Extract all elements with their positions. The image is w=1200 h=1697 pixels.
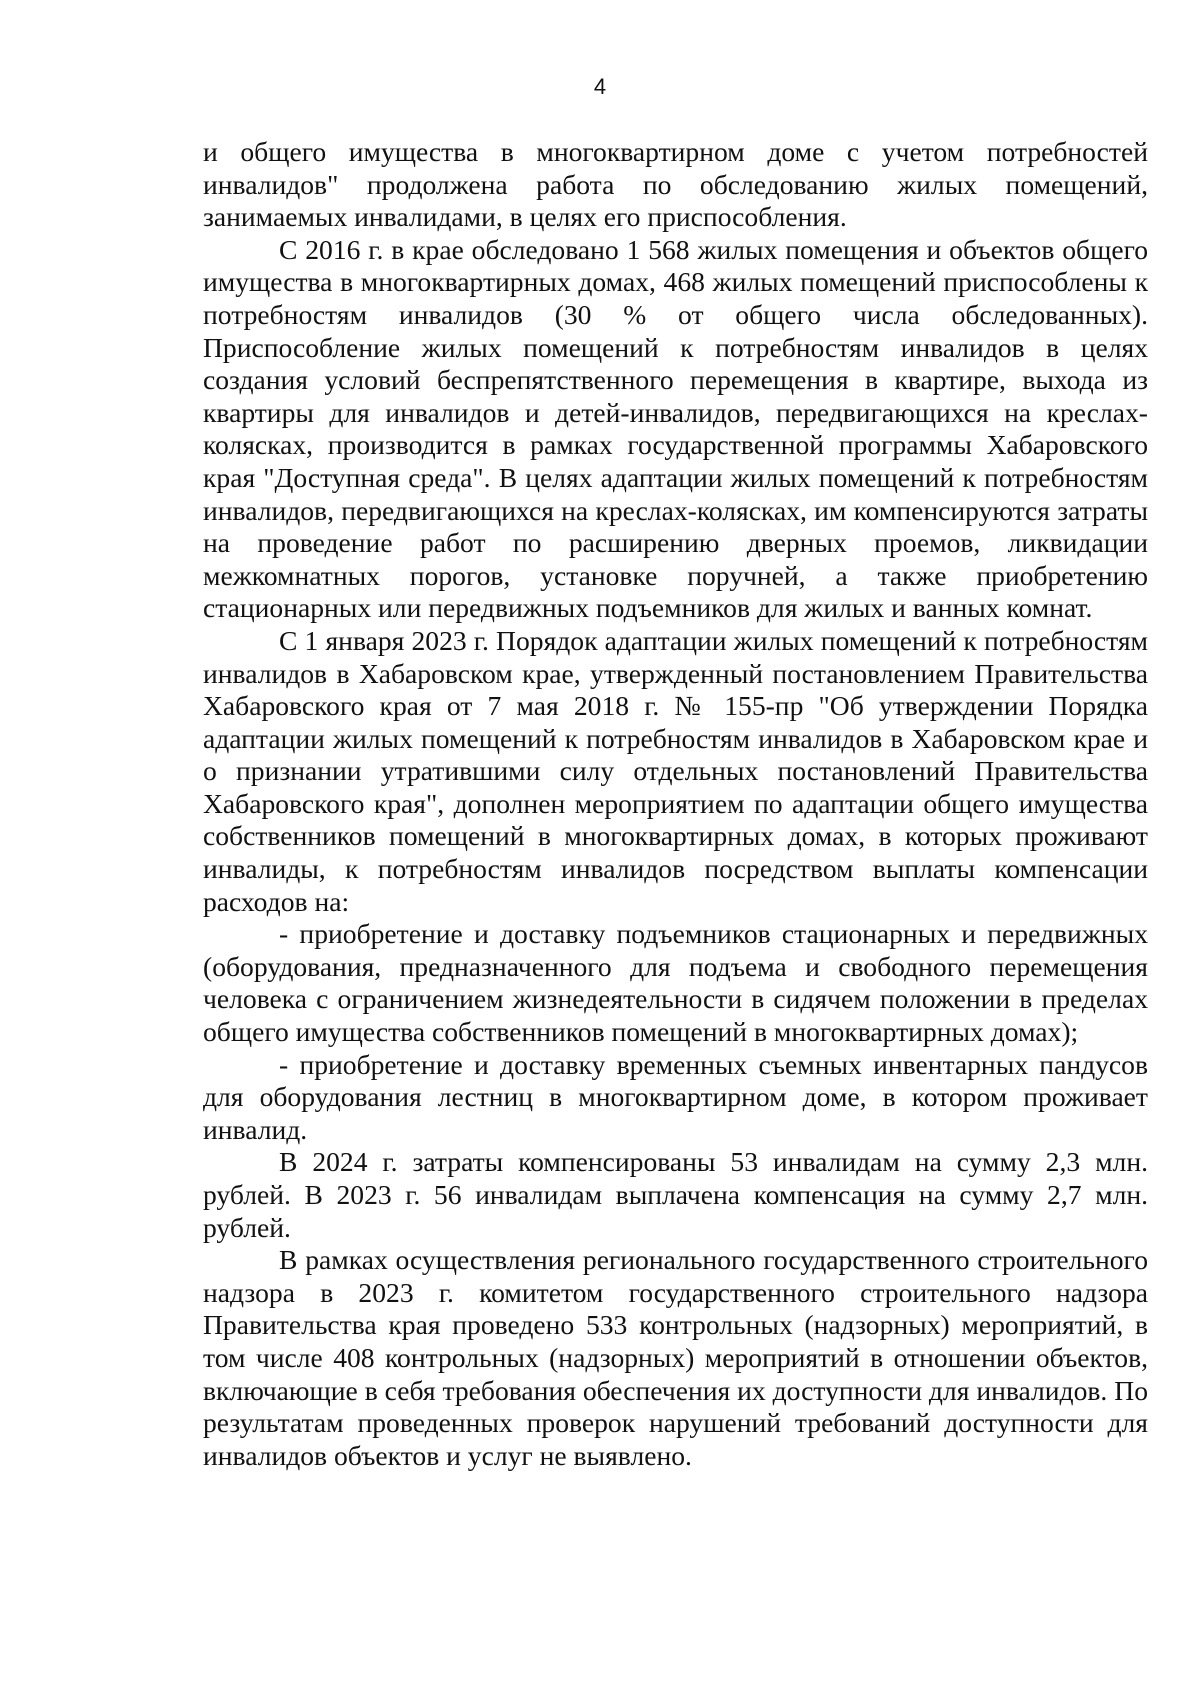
paragraph: С 2016 г. в крае обследовано 1 568 жилых помещения и объектов общего имущества в многоквартирных домах, 468 жилых помещений приспособлены к потребностям инвалидов (30 % от общего числа обследованных). Приспособление жилых помещений к потребностям инвалидов в целях создания условий беспрепятственного перемещения в квартире, выхода из квартиры для инвалидов и детей-инвалидов, передвигающихся на креслах-колясках, производится в рамках государственной программы Хабаровского края "Доступная среда". В целях адаптации жилых помещений к потребностям инвалидов, передвигающихся на креслах-колясках, им компенсируются затраты на проведение работ по расширению дверных проемов, ликвидации межкомнатных порогов, установке поручней, а также приобретению стационарных или передвижных подъемников для жилых и ванных комнат. [203, 233, 1148, 624]
paragraph: и общего имущества в многоквартирном доме с учетом потребностей инвалидов" продолжена работа по обследованию жилых помещений, занимаемых инвалидами, в целях его приспособления. [203, 136, 1148, 233]
paragraph: В 2024 г. затраты компенсированы 53 инвалидам на сумму 2,3 млн. рублей. В 2023 г. 56 инвалидам выплачена компенсация на сумму 2,7 млн. рублей. [203, 1146, 1148, 1243]
page-number: 4 [593, 74, 607, 99]
paragraph: В рамках осуществления регионального государственного строительного надзора в 2023 г. комитетом государственного строительного надзора Правительства края проведено 533 контрольных (надзорных) мероприятий, в том числе 408 контрольных (надзорных) мероприятий в отношении объектов, включающие в себя требования обеспечения их доступности для инвалидов. По результатам проведенных проверок нарушений требований доступности для инвалидов объектов и услуг не выявлено. [203, 1244, 1148, 1471]
list-item: - приобретение и доставку временных съемных инвентарных пандусов для оборудования лестниц в многоквартирном доме, в котором проживает инвалид. [203, 1048, 1148, 1145]
list-item: - приобретение и доставку подъемников стационарных и передвижных (оборудования, предназначенного для подъема и свободного перемещения человека с ограничением жизнедеятельности в сидячем положении в пределах общего имущества собственников помещений в многоквартирных домах); [203, 918, 1148, 1048]
document-body [203, 136, 1148, 1472]
paragraph: С 1 января 2023 г. Порядок адаптации жилых помещений к потребностям инвалидов в Хабаровском крае, утвержденный постановлением Правительства Хабаровского края от 7 мая 2018 г. № 155-пр "Об утверждении Порядка адаптации жилых помещений к потребностям инвалидов в Хабаровском крае и о признании утратившими силу отдельных постановлений Правительства Хабаровского края", дополнен мероприятием по адаптации общего имущества собственников помещений в многоквартирных домах, в которых проживают инвалиды, к потребностям инвалидов посредством выплаты компенсации расходов на: [203, 624, 1148, 917]
